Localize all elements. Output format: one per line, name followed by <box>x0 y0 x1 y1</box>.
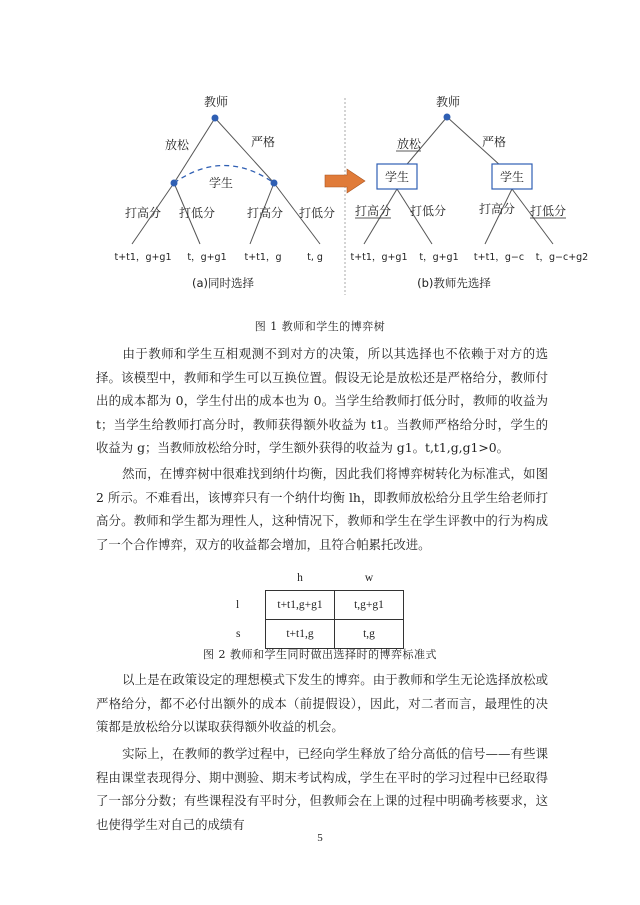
row-header: l <box>236 599 240 611</box>
table-row <box>232 620 404 649</box>
table-corner <box>232 566 266 591</box>
payoff-label: t，g+g1 <box>187 252 227 263</box>
paragraph-3 <box>96 668 548 739</box>
table-row <box>232 591 404 620</box>
figure1-caption: 图 1 教师和学生的博弈树 <box>254 320 386 333</box>
paragraph-3-text: 以上是在政策设定的理想模式下发生的博弈。由于教师和学生无论选择放松或严格给分，都不必付出额外的成本（前提假设），因此，对二者而言，最理性的决策都是放松给分以谋取获得额外收益的机会。 <box>96 672 548 734</box>
arrow-icon <box>325 169 365 193</box>
payoff-label: t, g <box>307 252 323 263</box>
root-label: 教师 <box>435 95 461 109</box>
root-label: 教师 <box>203 95 229 109</box>
payoff-label: t+t1，g+g1 <box>350 252 408 263</box>
paragraph-4-text: 实际上，在教师的教学过程中，已经向学生释放了给分高低的信号——有些课程由课堂表现得分、期中测验、期末考试构成，学生在平时的学习过程中已经取得了一部分分数；有些课程没有平时分，但教师会在上课的过程中明确考核要求，这也使得学生对自己的成绩有 <box>96 746 548 832</box>
left-game-tree <box>114 94 335 290</box>
leaf-label: 打高分 <box>246 206 284 220</box>
leaf-label: 打低分 <box>178 206 216 220</box>
right-tree-caption: (b)教师先选择 <box>417 276 491 290</box>
payoff-label: t+t1，g <box>244 252 282 263</box>
leaf-label: 打低分 <box>298 206 336 220</box>
column-header: h <box>297 572 303 584</box>
paragraph-4 <box>96 742 548 836</box>
game-tree-figure <box>0 0 640 300</box>
column-header: w <box>364 572 374 584</box>
student-node-right <box>271 180 278 187</box>
student-label: 学生 <box>384 170 410 184</box>
branch-left-label: 放松 <box>396 137 422 151</box>
figure2-caption: 图 2 教师和学生同时做出选择时的博弈标准式 <box>203 648 437 661</box>
table-cell: t+t1,g <box>266 620 335 649</box>
payoff-label: t，g+g1 <box>419 252 459 263</box>
left-tree-caption: (a)同时选择 <box>191 276 255 290</box>
leaf-label: 打高分 <box>354 204 392 218</box>
paragraph-2 <box>96 462 548 556</box>
paragraph-1 <box>96 342 548 460</box>
leaf-label: 打高分 <box>478 202 516 216</box>
table-cell: t+t1,g+g1 <box>266 591 335 620</box>
student-node-left <box>171 180 178 187</box>
payoff-label: t+t1，g+g1 <box>114 252 172 263</box>
payoff-label: t，g−c+g2 <box>535 252 589 263</box>
paragraph-1-text: 由于教师和学生互相观测不到对方的决策，所以其选择也不依赖于对方的选择。该模型中，教师和学生可以互换位置。假设无论是放松还是严格给分，教师付出的成本都为 0，学生付出的成本也为 0。当学生给教师打低分时，教师的收益为 t；当学生给教师打高分时，教师获得额外收益为 t1。当教师严格给分时，学生的收益为 g；当教师放松给分时，学生额外获得的收益为 g1。t,t1,g,g1>0。 <box>96 346 548 455</box>
table-cell: t,g <box>335 620 404 649</box>
page-number: 5 <box>317 832 323 844</box>
teacher-node <box>212 115 219 122</box>
info-set-label: 学生 <box>208 176 234 190</box>
student-label: 学生 <box>499 170 525 184</box>
payoff-label: t+t1，g−c <box>473 252 525 263</box>
branch-right-label: 严格 <box>250 135 276 149</box>
row-header: s <box>236 628 241 640</box>
right-game-tree <box>350 94 588 290</box>
paragraph-2-text: 然而，在博弈树中很难找到纳什均衡，因此我们将博弈树转化为标准式，如图 2 所示。不难看出，该博弈只有一个纳什均衡 lh，即教师放松给分且学生给老师打高分。教师和学生都为理性人，这种情况下，教师和学生在学生评教中的行为构成了一个合作博弈，双方的收益都会增加，且符合帕累托改进。 <box>96 466 548 552</box>
teacher-node <box>444 114 451 121</box>
leaf-label: 打低分 <box>529 204 567 218</box>
branch-right-label: 严格 <box>481 135 507 149</box>
leaf-label: 打高分 <box>124 206 162 220</box>
normal-form-table <box>232 566 404 649</box>
leaf-label: 打低分 <box>409 204 447 218</box>
table-cell: t,g+g1 <box>335 591 404 620</box>
branch-left-label: 放松 <box>164 138 190 152</box>
